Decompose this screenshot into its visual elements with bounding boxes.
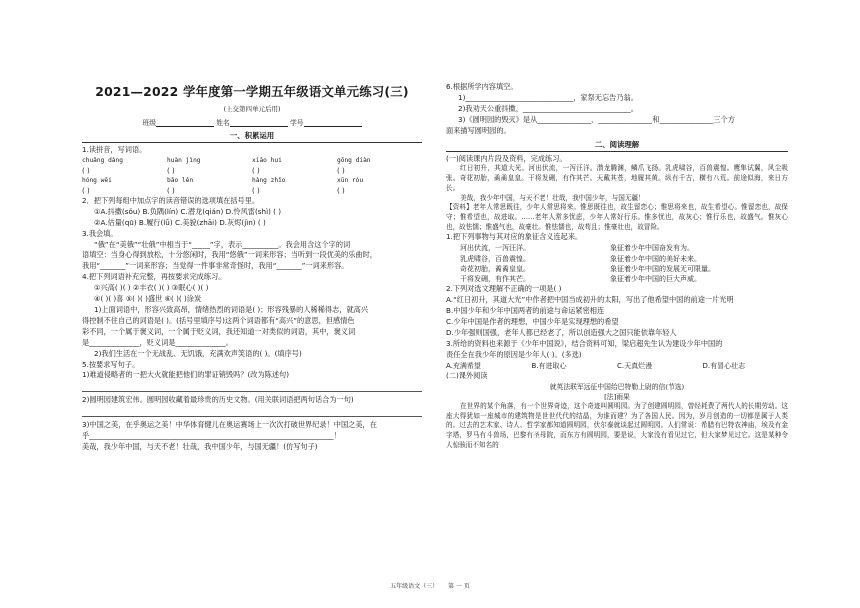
question-5-sentence-1: 1)难道侵略者的一把大火就能把他们的罪证销毁吗？(改为陈述句) [82, 370, 290, 380]
question-3-line-2: 语填空：当身心得到放松，十分悠闲时，我用“悠俄”一词来形容；当听到一段优美的乐曲时， [82, 250, 377, 260]
class-blank [156, 119, 214, 127]
option-b: B.有进取心 [531, 361, 567, 370]
student-info-row [82, 117, 422, 127]
question-6-line-2: 2)我劝天公重抖擞，______________________________。 [458, 103, 638, 113]
pinyin-item: hóng wěi [82, 176, 112, 184]
reading-question-3-options [446, 361, 788, 371]
reading-passage-2: 美哉，我少年中国，与天不老！壮哉，我中国少年，与国无疆！ [460, 193, 645, 202]
reading-question-2: 2.下列对选文理解不正确的一项是( ) [446, 284, 562, 294]
pinyin-item: bǎo lěn [167, 176, 194, 184]
option-d: D.少年强则国强，老年人都已经老了，所以创造强大之国只能依靠年轻人 [446, 328, 677, 338]
option-c: C.少年中国是作者的理想，中国少年是实现理想的希望 [446, 317, 619, 327]
reading-part-1-title: (一)阅读课内片段及资料，完成练习。 [446, 153, 567, 163]
question-2: 2．把下列每组中加点字的读音错误的选项填在括号里。 [82, 195, 260, 205]
question-5-sentence-2: 2)圆明园建筑宏伟。圆明园收藏着最珍贵的历史文物。(用关联词语把两句话合为一句) [82, 395, 354, 405]
question-4-row-1: ①兴高( )( ) ②丰衣( )( ) ③眠心( )( ) [94, 283, 209, 293]
option-a: A.充满希望 [446, 361, 481, 370]
reading-passage-1: 红日初升，其道大光。河出伏流，一泻汪洋。潜龙腾渊，鳞爪飞扬。乳虎啸谷，百兽震惶。鹰隼试翼，风尘吸张。奇花初胎，矞矞皇皇。干将发硎，有作其芒。天戴其苍，地履其黄。纵有千古，横有八荒。前途似海，来日方长。 [446, 164, 788, 192]
answer-parens-row-1: ( ) ( ) ( ) ( ) [82, 166, 345, 175]
reading-question-1: 1.把下列事物与其对应的象征含义连起来。 [446, 232, 583, 242]
question-3: 3.我会填。 [82, 228, 118, 238]
footer-page-number: 第 一 页 [448, 583, 470, 590]
question-5-sentence-3c: 美哉，我少年中国，与天不老！壮哉，我中国少年，与国无疆！(仿写句子) [82, 442, 318, 452]
question-4-sub-1c: 彩不同，一个属于褒义词，一个属于贬义词，我还知道一对类似的词语，其中，褒义词 [82, 326, 356, 336]
question-5: 5.按要求写句子。 [82, 359, 140, 369]
question-4: 4.把下列词语补充完整，再按要求完成练习。 [82, 272, 226, 282]
matching-pair[interactable]: 干将发硎，有作其芒。 象征着少年中国的巨大声威。 [460, 275, 701, 284]
question-5-sentence-3a: 3)中国之美，在乎奥运之美！中华体育健儿在奥运赛场上一次次打破世界纪录！中国之美，在 [82, 420, 377, 430]
question-6-line-1: 1)______________________________，家祭无忘告乃翁。 [458, 92, 638, 102]
pinyin-item: hàng zhǐo [252, 176, 286, 184]
question-2-options-2: ②A.估量(qū) B.履行(lǚ) C.美貌(zhāi) D.灰烬(jìn) ( ) [94, 217, 266, 227]
pinyin-item: huàn jìng [167, 156, 201, 164]
reading-note: 【资料】老年人常思既往，少年人常思将来。惟思既往也，故生留恋心；惟思将来也，故生希望心。惟留恋也，故保守；惟希望也，故进取。……老年人常多忧虑，少年人常好行乐。惟多忧也，故灰心；惟行乐也，故盛气。惟灰心也，故怯懦；惟盛气也，故豪壮。惟怯懦也，故苟且；惟豪壮也，故冒险。 [446, 203, 788, 231]
option-c: C.天真烂漫 [617, 361, 653, 370]
answer-parens-row-2: ( ) ( ) ( ) ( ) [82, 186, 345, 195]
pinyin-row-2 [82, 176, 422, 186]
matching-pair[interactable]: 乳虎啸谷，百兽震惶。 象征着少年中国的美好未来。 [460, 254, 701, 263]
option-a: A.“红日初升，其道大光”中作者把中国当成初升的太阳，写出了他希望中国的前途一片光明 [446, 295, 734, 305]
reading-question-3-line-1: 3.所给的资料也来源于《少年中国说》，结合资料可知，梁启超先生认为建设少年中国的 [446, 338, 723, 348]
article-title: 就英法联军远征中国给巴特勒上尉的信(节选) [549, 383, 685, 391]
option-b: B.中国少年和少年中国两者的前途与命运紧密相连 [446, 306, 605, 316]
name-blank [230, 119, 288, 127]
question-5-sentence-3b: 乎____________________________________________________________________！ [82, 431, 341, 441]
page-subtitle: (上交第四单元后用) [223, 105, 281, 113]
id-blank [304, 119, 362, 127]
matching-pairs [446, 243, 788, 284]
answer-line[interactable] [82, 382, 422, 392]
section-heading-accumulation: 一、积累运用 [82, 130, 422, 143]
answer-line[interactable] [82, 407, 422, 417]
question-4-sub-1d: 是______________，贬义词是______________。 [82, 337, 233, 347]
pinyin-item: xūn róu [337, 176, 364, 184]
pinyin-item: chuǎng dàng [82, 156, 123, 164]
section-heading-reading: 二、阅读理解 [446, 139, 788, 152]
question-4-row-2: ④( )( )喜 ⑤( )( )盛世 ⑥( )( )涂炭 [94, 294, 202, 304]
pinyin-item: xiāo hui [252, 156, 282, 164]
reading-question-3-line-2: 责任全在我少年的原因是少年人( )。(多选) [446, 349, 582, 359]
pinyin-item: gōng diàn [337, 156, 371, 164]
question-6: 6.根据所学内容填空。 [446, 82, 518, 91]
name-label: 姓名 [216, 119, 230, 127]
id-label: 学号 [289, 119, 304, 127]
left-column [82, 82, 422, 453]
page-title: 2021—2022 学年度第一学期五年级语文单元练习(三) [95, 84, 409, 99]
reading-part-2-title: (二)课外阅读 [446, 371, 488, 381]
class-label: 班级 [142, 119, 157, 127]
question-4-sub-2: 2)我们生活在一个无战乱、无饥饿，充满欢声笑语的( )。(填序号) [94, 348, 302, 358]
pinyin-row-1 [82, 156, 422, 166]
page-footer [0, 581, 860, 590]
question-3-line-3: 我用“_______”一词来形容；当觉得一件事非常奇怪时，我用“_______”一词来形容。 [82, 261, 349, 271]
article-author: [法]雨果 [604, 393, 630, 401]
question-6-line-4: 面来描写圆明园的。 [446, 125, 511, 135]
question-2-options-1: ①A.抖擞(sǒu) B.负隅(lín) C.潜龙(qián) D.怜风雷(shì) ( ) [94, 206, 282, 216]
article-paragraph: 在世界的某个角落，有一个世界奇迹，这个奇迹叫圆明园。为了创建圆明园，曾经耗费了两代人的长期劳动。这座大得犹如一座城市的建筑物是世世代代的结晶，为谁而建？为了各国人民。因为，岁月创造的一切都是属于人类的。过去的艺术家、诗人、哲学家都知道圆明园，伏尔泰就谈起过圆明园。人们常说：希腊有巴特农神庙，埃及有金字塔，罗马有斗兽场，巴黎有圣母院，而东方有圆明园，要是说，大家没有看见过它，但大家梦见过它。这是某种令人惊骇而不知名的 [446, 402, 788, 449]
question-6-line-3: 3)《圆明园的毁灭》是从_______________、_______________和_______________三个方 [458, 114, 735, 124]
question-3-line-1: “俄”在“美俄”“壮俄”中相当于“_____”字，表示__________。我会用含这个字的词 [94, 239, 351, 249]
footer-subject: 五年级语文（三） [390, 583, 439, 590]
option-d: D.有冒心壮志 [702, 361, 746, 370]
question-4-sub-1b: 得控制不住自己的词语是( )。(括号里填序号)这两个词语都有“高兴”的意思，但感情色 [82, 315, 355, 325]
right-column [446, 82, 788, 451]
question-1: 1.读拼音，写词语。 [82, 145, 147, 154]
matching-pair[interactable]: 奇花初胎，矞矞皇皇。 象征着少年中国的发展无可限量。 [460, 264, 715, 273]
matching-pair[interactable]: 河出伏流，一泻汪洋。 象征着少年中国奋发有为。 [460, 244, 694, 253]
question-4-sub-1a: 1)上面词语中，形容兴致高昂，情绪热烈的词语是( )；形容残暴的人稀稀得志，就高兴 [94, 304, 369, 314]
